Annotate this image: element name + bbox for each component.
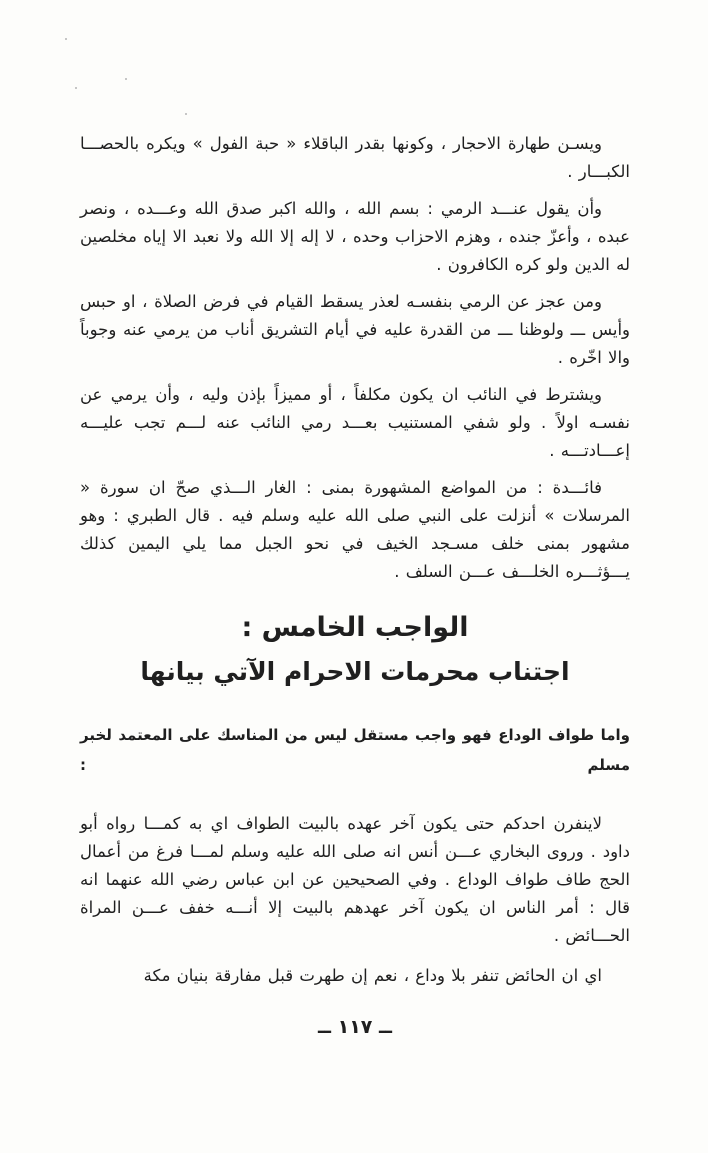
body-paragraph-6: لاينفرن احدكم حتى يكون آخر عهده بالبيت الطواف اي به كمـــا رواه أبو داود . وروى البخاري عـــن أنس انه صلى الله عليه وسلم لمـــا فرغ من أعمال الحج طاف طواف الوداع . وفي الصحيحين عن ابن عباس رضي الله عنهما انه قال : أمر الناس ان يكون آخر عهدهم بالبيت إلا أنـــه خفف عـــن المراة الحـــائض . xyxy=(80,814,630,945)
body-paragraph-3: ومن عجز عن الرمي بنفسـه لعذر يسقط القيام في فرض الصلاة ، او حبس وأيس ـــ ولوظنا ـــ من القدرة عليه في أيام التشريق أناب من يرمي عنه وجوباً والا اخّره . xyxy=(80,292,630,367)
section-title: الواجب الخامس : xyxy=(241,612,469,643)
scan-speck xyxy=(65,38,67,40)
section-subtitle: اجتناب محرمات الاحرام الآتي بيانها xyxy=(140,657,570,686)
lead-bold-line: واما طواف الوداع فهو واجب مستقل ليس من المناسك على المعتمد لخبر مسلم : xyxy=(80,726,630,774)
scan-speck xyxy=(75,87,77,89)
body-paragraph-7: اي ان الحائض تنفر بلا وداع ، نعم إن طهرت قبل مفارقة بنيان مكة xyxy=(143,966,602,985)
body-paragraph-1: ويسـن طهارة الاحجار ، وكونها بقدر الباقلاء « حبة الفول » ويكره بالحصـــا الكبـــار . xyxy=(80,134,630,181)
body-paragraph-2: وأن يقول عنـــد الرمي : بسم الله ، والله اكبر صدق الله وعـــده ، ونصر عبده ، وأعزّ جنده ، وهزم الاحزاب وحده ، لا إله إلا الله ولا نعبد الا إياه مخلصين له الدين ولو كره الكافرون . xyxy=(80,199,630,274)
body-paragraph-5-faida: فائـــدة : من المواضع المشهورة بمنى : الغار الـــذي صحّ ان سورة « المرسلات » أنزلت على النبي صلى الله عليه وسلم فيه . قال الطبري : وهو مشهور بمنى خلف مسـجد الخيف في نحو الجبل مما يلي اليمين كذلك يـــؤثـــره الخلـــف عـــن السلف . xyxy=(80,478,630,581)
top-margin xyxy=(80,0,630,130)
page-number: ــ ١١٧ ــ xyxy=(317,1016,392,1038)
page-content xyxy=(80,0,630,1038)
body-paragraph-4: ويشترط في النائب ان يكون مكلفاً ، أو مميزاً بإذن وليه ، وأن يرمي عن نفسـه اولاً . ولو شفي المستنيب بعـــد رمي النائب عنه لـــم تجب عليـــه إعـــادتـــه . xyxy=(80,385,630,460)
